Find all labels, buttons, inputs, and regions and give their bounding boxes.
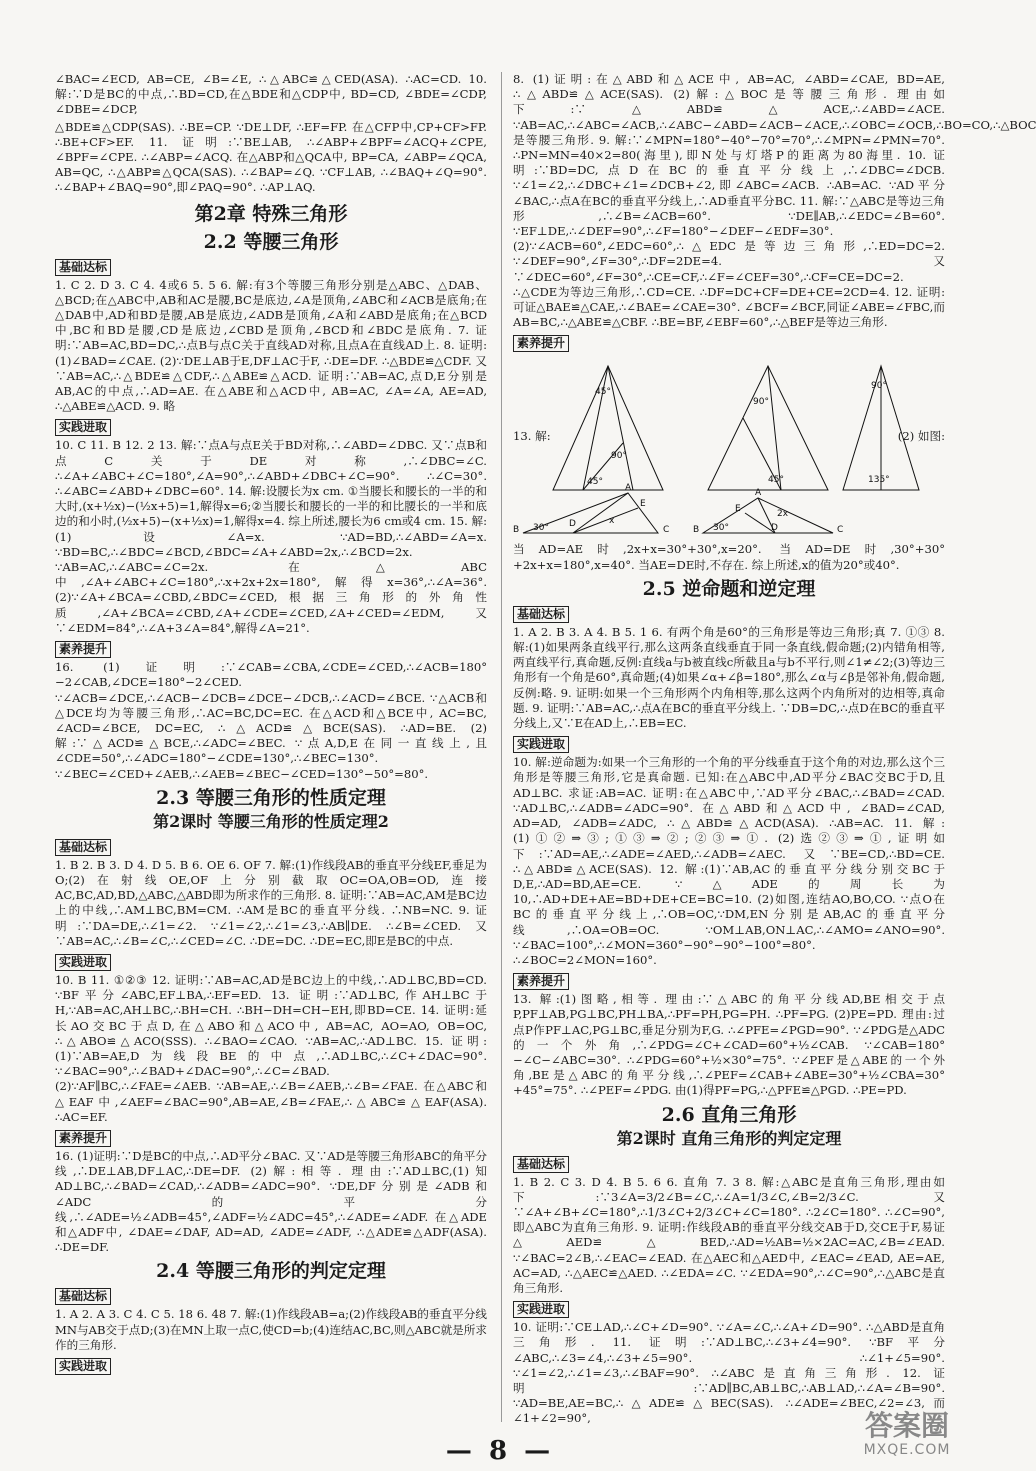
angle-label: 90° bbox=[611, 451, 627, 462]
section-tag: 基础达标 bbox=[55, 1288, 111, 1305]
angle-label: 30° bbox=[533, 523, 549, 534]
triangle-figures bbox=[513, 358, 945, 538]
section-tag: 素养提升 bbox=[55, 641, 111, 658]
section-title: 2.2 等腰三角形 bbox=[203, 230, 339, 253]
section-title: 2.6 直角三角形 bbox=[661, 1103, 797, 1126]
section-tag: 实践进取 bbox=[55, 419, 111, 436]
section-tag: 素养提升 bbox=[55, 1130, 111, 1147]
triangle-shape bbox=[708, 366, 828, 490]
answer-paragraph: 10. 证明:∵CE⊥AD,∴∠C+∠D=90°. ∵∠A=∠C,∴∠A+∠D=90°. ∴△ABD是直角三角形. 11. 证明:∵AD⊥BC,∴∠3+∠4=90°. ∵BF平分∠ABC,∴∠3=∠4,∴∠3+∠5=90°. ∴∠1+∠5=90°. ∵∠1=∠2,∴∠1=∠3,∴∠BAF=90°. ∴∠ABC是直角三角形. 12. 证明:∵AD∥BC,AB⊥BC,∴AB⊥AD,∴∠A=∠B=90°. ∵AD=BE,AE=BC,∴△ADE≌△BEC(SAS). ∴∠ADE=∠BEC,∠2=∠3,而∠1+∠2=90°, bbox=[513, 1320, 945, 1426]
answer-paragraph: 当AD=AE时,2x+x=30°+30°,x=20°. 当AD=DE时,30°+30°+2x+x=180°,x=40°. 当AE=DE时,不存在. 综上所述,x的值为20°或40°. bbox=[513, 542, 945, 572]
point-label: D bbox=[771, 523, 778, 534]
chapter-title: 第2章 特殊三角形 bbox=[194, 202, 348, 225]
section-title: 2.5 逆命题和逆定理 bbox=[642, 577, 816, 600]
answer-paragraph: 10. 解:逆命题为:如果一个三角形的一个角的平分线垂直于这个角的对边,那么这个三角形是等腰三角形,它是真命题. 已知:在△ABC中,AD平分∠BAC交BC于D,且AD⊥BC. 求证:AB=AC. 证明:在△ABC中,∵AD平分∠BAC,∴∠BAD=∠CAD. ∵AD⊥BC,∴∠ADB=∠ADC=90°. 在△ABD和△ACD中, ∠BAD=∠CAD, AD=AD, ∠ADB=∠ADC, ∴△ABD≌△ACD(ASA). ∴AB=AC. 11. 解:(1)①②⇒③;①③⇒②;②③⇒①. (2)选②③⇒①,证明如下:∵AD=AE,∴∠ADE=∠AED,∴∠ADB=∠AEC. 又∵BE=CD,∴BD=CE. ∴△ABD≌△ACE(SAS). 12. 解:(1)∵AB,AC的垂直平分线分别交BC于D,E,∴AD=BD,AE=CE. ∵△ADE的周长为10,∴AD+DE+AE=BD+DE+CE=BC=10. (2)如图,连结AO,BO,CO. ∵点O在BC的垂直平分线上,∴OB=OC,∵DM,EN分别是AB,AC的垂直平分线,∴OA=OB=OC. ∵OM⊥AB,ON⊥AC,∴∠AMO=∠ANO=90°. ∵∠BAC=100°,∴∠MON=360°−90°−90°−100°=80°. ∴∠BOC=2∠MON=160°. bbox=[513, 755, 945, 967]
section-tag: 基础达标 bbox=[513, 1156, 569, 1173]
column-divider bbox=[501, 72, 502, 1422]
question-number: 13. 解: bbox=[513, 429, 551, 444]
answer-paragraph: 10. C 11. B 12. 2 13. 解:∵点A与点E关于BD对称,∴∠ABD=∠DBC. 又∵点B和点C关于DE对称,∴∠DBC=∠C. ∴∠A+∠ABC+∠C=180°,∠A=90°,∴∠ABD+∠DBC+∠C=90°. ∴∠C=30°. ∴∠ABC=∠ABD+∠DBC=60°. 14. 解:设腰长为x cm. ①当腰长和腰长的一半的和大时,(x+½x)−(½x+5)=1,解得x=6;②当腰长和腰长的一半的和比腰长的一半和底边的和小时,(½x+5)−(x+½x)=1,解得x=4. 综上所述,腰长为6 cm或4 cm. 15. 解:(1)设∠A=x. ∵AD=BD,∴∠ABD=∠A=x. ∵BD=BC,∴∠BDC=∠BCD,∠BDC=∠A+∠ABD=2x,∴∠BCD=2x. ∵AB=AC,∴∠ABC=∠C=2x. 在△ABC中,∠A+∠ABC+∠C=180°,∴x+2x+2x=180°,解得x=36°,∴∠A=36°. (2)∵∠A+∠BCA=∠CBD,∠BDC=∠CED,根据三角形的外角性质,∠A+∠BCA=∠CBD,∠A+∠CDE=∠CED,∠A+∠CED=∠EDM,又∵∠EDM=84°,∴∠A+3∠A=84°,解得∠A=21°. bbox=[55, 438, 487, 635]
answer-paragraph: 13. 解:(1)图略,相等. 理由:∵△ABC的角平分线AD,BE相交于点P,PF⊥AB,PG⊥BC,PH⊥BA,∴PF=PH,PG=PH. ∴PF=PG. (2)PE=PD. 理由:过点P作PF⊥AC,PG⊥BC,垂足分别为F,G. ∴∠PFE=∠PGD=90°. ∵∠PDG是△ADC的一个外角,∴∠PDG=∠C+∠CAD=60°+½∠CAB. ∵∠CAB=180°−∠C−∠ABC=30°. ∴∠PDG=60°+½×30°=75°. ∵∠PEF是△ABE的一个外角,BE是△ABC的角平分线,∴∠PEF=∠CAB+∠ABE=30°+½∠CBA=30°+45°=75°. ∴∠PEF=∠PDG. 由(1)得PF=PG,∴△PFE≌△PGD. ∴PE=PD. bbox=[513, 992, 945, 1098]
point-label: E bbox=[640, 499, 646, 510]
section-tag: 实践进取 bbox=[513, 736, 569, 753]
section-tag: 实践进取 bbox=[55, 954, 111, 971]
point-label: B bbox=[693, 525, 700, 536]
section-tag: 基础达标 bbox=[55, 259, 111, 276]
section-tag: 实践进取 bbox=[55, 1358, 111, 1375]
triangle-diagram bbox=[513, 358, 945, 538]
page-number: — 8 — bbox=[445, 1436, 555, 1466]
point-label: E bbox=[735, 504, 741, 515]
angle-label: 45° bbox=[768, 475, 784, 486]
lesson-title: 第2课时 等腰三角形的性质定理2 bbox=[153, 811, 389, 831]
watermark-url: MXQE.COM bbox=[863, 1442, 951, 1458]
triangle-shape bbox=[553, 366, 663, 490]
point-label: B bbox=[513, 525, 520, 536]
section-tag: 素养提升 bbox=[513, 335, 569, 352]
site-watermark bbox=[832, 1410, 982, 1465]
lesson-title: 第2课时 直角三角形的判定定理 bbox=[616, 1128, 842, 1148]
answer-page bbox=[55, 72, 1036, 1432]
answer-paragraph: △BDE≌△CDP(SAS). ∴BE=CP. ∵DE⊥DF, ∴EF=FP. 在△CFP中,CP+CF>FP. ∴BE+CF>EF. 11. 证明:∵BE⊥AB, ∴∠ABP+∠BPF=∠ACQ+∠CPE, ∠BPF=∠CPE. ∴∠ABP=∠ACQ. 在△ABP和△QCA中, BP=CA, ∠ABP=∠QCA, AB=QC, ∴△ABP≌△QCA(SAS). ∴∠BAP=∠Q. ∵CF⊥AB, ∴∠BAQ+∠Q=90°. ∴∠BAP+∠BAQ=90°,即∠PAQ=90°. ∴AP⊥AQ. bbox=[55, 119, 487, 195]
section-title: 2.4 等腰三角形的判定定理 bbox=[156, 1260, 386, 1283]
section-tag: 素养提升 bbox=[513, 973, 569, 990]
page-number-value: 8 bbox=[488, 1436, 512, 1466]
angle-label: 135° bbox=[868, 475, 890, 486]
point-label: C bbox=[837, 525, 844, 536]
angle-label: 30° bbox=[713, 523, 729, 534]
point-label: A bbox=[625, 483, 632, 494]
left-column bbox=[55, 72, 487, 1422]
section-title: 2.3 等腰三角形的性质定理 bbox=[156, 786, 386, 809]
answer-paragraph: 1. C 2. D 3. C 4. 4或6 5. 5 6. 解:有3个等腰三角形分别是△ABC、△DAB、△BCD;在△ABC中,AB和AC是腰,BC是底边,∠A是顶角,∠ABC和∠ACB是底角;在△DAB中,AD和BD是腰,AB是底边,∠ADB是顶角,∠A和∠ABD是底角;在△BCD中,BC和BD是腰,CD是底边,∠CBD是顶角,∠BCD和∠BDC是底角. 7. 证明:∵AB=AC,BD=DC,∴点B与点C关于直线AD对称,且点A在直线AD上. 8. 证明:(1)∠BAD=∠CAE. (2)∵DE⊥AB于E,DF⊥AC于F, ∴DE=DF. ∴△BDE≌△CDF. 又∵AB=AC,∴△BDE≌△CDF,∴△ABE≌△ACD. 证明:∵AB=AC,点D,E分别是AB,AC的中点,∴AD=AE. 在△ABE和△ACD中, AB=AC, ∠A=∠A, AE=AD, ∴△ABE≌△ACD. 9. 略 bbox=[55, 277, 487, 414]
answer-paragraph: 10. B 11. ①②③ 12. 证明:∵AB=AC,AD是BC边上的中线,∴AD⊥BC,BD=CD. ∵BF平分∠ABC,EF⊥BA,∴EF=ED. 13. 证明:∵AD⊥BC,作AH⊥BC于H,∵AB=AC,AH⊥BC,∴BH=CH. ∴BH−DH=CH−EH,即BD=CE. 14. 证明:延长AO交BC于点D,在△ABO和△ACO中, AB=AC, AO=AO, OB=OC, ∴△ABO≌△ACO(SSS). ∴∠BAO=∠CAO. ∵AB=AC,∴AD⊥BC. 15. 证明:(1)∵AB=AE,D为线段BE的中点,∴AD⊥BC,∴∠C+∠DAC=90°. ∵∠BAC=90°,∴∠BAD+∠DAC=90°,∴∠C=∠BAD. (2)∵AF∥BC,∴∠FAE=∠AEB. ∵AB=AE,∴∠B=∠AEB,∴∠B=∠FAE. 在△ABC和△EAF中,∠AEF=∠BAC=90°,AB=AE,∠B=∠FAE,∴△ABC≌△EAF(ASA). ∴AC=EF. bbox=[55, 972, 487, 1124]
answer-paragraph: 16. (1)证明:∵∠CAB=∠CBA,∠CDE=∠CED,∴∠ACB=180°−2∠CAB,∠DCE=180°−2∠CED. ∵∠ACB=∠DCE,∴∠ACB−∠DCB=∠DCE−∠DCB,∴∠ACD=∠BCE. ∵△ACB和△DCE均为等腰三角形,∴AC=BC,DC=EC. 在△ACD和△BCE中, AC=BC, ∠ACD=∠BCE, DC=EC, ∴△ACD≌△BCE(SAS). ∴AD=BE. (2)解:∵△ACD≌△BCE,∴∠ADC=∠BEC. ∵点A,D,E在同一直线上,且∠CDE=50°,∴∠ADC=180°−∠CDE=130°,∴∠BEC=130°. ∵∠BEC=∠CED+∠AEB,∴∠AEB=∠BEC−∠CED=130°−50°=80°. bbox=[55, 660, 487, 781]
point-label: D bbox=[569, 519, 576, 530]
section-tag: 实践进取 bbox=[513, 1301, 569, 1318]
section-tag: 基础达标 bbox=[513, 606, 569, 623]
section-tag: 基础达标 bbox=[55, 839, 111, 856]
answer-paragraph: 16. (1)证明:∵D是BC的中点,∴AD平分∠BAC. 又∵AD是等腰三角形ABC的角平分线,∴DE⊥AB,DF⊥AC,∴DE=DF. (2)解:相等. 理由:∵AD⊥BC,(1)知AD⊥BC,∴∠BAD=∠CAD,∴∠ADB=∠ADC=90°. ∵DE,DF分别是∠ADB和∠ADC的平分线,∴∠ADE=½∠ADB=45°,∠ADF=½∠ADC=45°,∴∠ADE=∠ADF. 在△ADE和△ADF中, ∠DAE=∠DAF, AD=AD, ∠ADE=∠ADF, ∴△ADE≌△ADF(ASA). ∴DE=DF. bbox=[55, 1148, 487, 1255]
answer-paragraph: ∠BAC=∠ECD, AB=CE, ∠B=∠E, ∴△ABC≌△CED(ASA). ∴AC=CD. 10. 解:∵D是BC的中点,∴BD=CD,在△BDE和△CDP中, BD=CD, ∠BDE=∠CDP, ∠DBE=∠DCP, bbox=[55, 72, 487, 117]
point-label: A bbox=[755, 488, 762, 499]
angle-label: x bbox=[609, 516, 615, 527]
answer-paragraph: 8. (1)证明:在△ABD和△ACE中, AB=AC, ∠ABD=∠CAE, BD=AE, ∴△ABD≌△ACE(SAS). (2)解:△BOC是等腰三角形. 理由如下:∵△ABD≌△ACE,∴∠ABD=∠ACE. ∵AB=AC,∴∠ABC=∠ACB,∴∠ABC−∠ABD=∠ACB−∠ACE,∴∠OBC=∠OCB,∴BO=CO,∴△BOC是等腰三角形. 9. 解:∵∠MPN=180°−40°−70°=70°,∴∠MPN=∠PMN=70°. ∴PN=MN=40×2=80(海里),即N处与灯塔P的距离为80海里. 10. 证明:∵BD=DC,点D在BC的垂直平分线上,∴∠DBC=∠DCB. ∵∠1=∠2,∴∠DBC+∠1=∠DCB+∠2,即∠ABC=∠ACB. ∴AB=AC. ∵AD平分∠BAC,∴点A在BC的垂直平分线上,∴AD垂直平分BC. 11. 解:∵△ABC是等边三角形,∴∠B=∠ACB=60°. ∵DE∥AB,∴∠EDC=∠B=60°. ∵EF⊥DE,∴∠DEF=90°,∴∠F=180°−∠DEF−∠EDF=30°. (2)∵∠ACB=60°,∠EDC=60°,∴△EDC是等边三角形,∴ED=DC=2. ∵∠DEF=90°,∠F=30°,∴DF=2DE=4. 又∵∠DEC=60°,∠F=30°,∴CE=CF,∴∠F=∠CEF=30°,∴CF=CE=DC=2. ∴△CDE为等边三角形,∴CD=CE. ∴DF=DC+CF=DE+CE=2CD=4. 12. 证明:可证△BAE≌△CAE,∴∠BAE=∠CAE=30°. ∠BCF=∠BCF,同证∠ABE=∠FBC,而AB=BC,∴△ABE≌△CBF. ∴BE=BF,∠EBF=60°,∴△BEF是等边三角形. bbox=[513, 72, 1036, 330]
figure-note: (2) 如图: bbox=[897, 429, 945, 444]
angle-label: 90° bbox=[753, 397, 769, 408]
angle-label: 90° bbox=[871, 381, 887, 392]
angle-label: 45° bbox=[595, 387, 611, 398]
angle-label: 45° bbox=[587, 477, 603, 488]
angle-label: 2x bbox=[777, 509, 789, 520]
answer-paragraph: 1. A 2. B 3. A 4. B 5. 1 6. 有两个角是60°的三角形是等边三角形;真 7. ①③ 8. 解:(1)如果两条直线平行,那么这两条直线垂直于同一条直线,假命题;(2)内错角相等,两直线平行,真命题,反例:直线a与b被直线c所截且a与b不平行,则∠1≠∠2;(3)等边三角形有一个角是60°,真命题;(4)如果∠α+∠β=180°,那么∠α与∠β是邻补角,假命题,反例:略. 9. 证明:如果一个三角形两个内角相等,那么这两个内角所对的边相等,真命题. 9. 证明:∵AB=AC,∴点A在BC的垂直平分线上. ∵DB=DC,∴点D在BC的垂直平分线上,又∵E在AD上,∴EB=EC. bbox=[513, 624, 945, 731]
answer-paragraph: 1. A 2. A 3. C 4. C 5. 18 6. 48 7. 解:(1)作线段AB=a;(2)作线段AB的垂直平分线MN与AB交于点D;(3)在MN上取一点C,使CD=b;(4)连结AC,BC,则△ABC就是所求作的三角形. bbox=[55, 1307, 487, 1352]
answer-paragraph: 1. B 2. C 3. D 4. B 5. 6 6. 直角 7. 3 8. 解:△ABC是直角三角形,理由如下:∵3∠A=3/2∠B=∠C,∴∠A=1/3∠C,∠B=2/3∠C. 又∵∠A+∠B+∠C=180°,∴1/3∠C+2/3∠C+∠C=180°. ∴2∠C=180°. ∴∠C=90°,即△ABC为直角三角形. 9. 证明:作线段AB的垂直平分线交AB于D,交CE于F,易证△AED≌△BED,∴AD=½AB=½×2AC=AC,∠B=∠EAD. ∵∠BAC=2∠B,∴∠EAC=∠EAD. 在△AEC和△AED中, ∠EAC=∠EAD, AE=AE, AC=AD, ∴△AEC≌△AED. ∴∠EDA=∠C. ∵∠EDA=90°,∴∠C=90°,∴△ABC是直角三角形. bbox=[513, 1174, 945, 1295]
point-label: C bbox=[663, 525, 670, 536]
watermark-logo-text: 答案圈 bbox=[864, 1409, 949, 1442]
answer-paragraph: 1. B 2. B 3. D 4. D 5. B 6. OE 6. OF 7. 解:(1)作线段AB的垂直平分线EF,垂足为O;(2)在射线OE,OF上分别截取OC=OA,OB=OD,连接AC,BC,AD,BD,△ABC,△ABD即为所求作的三角形. 8. 证明:∵AB=AC,AM是BC边上的中线,∴AM⊥BC,BM=CM. ∴AM是BC的垂直平分线. ∴NB=NC. 9. 证明:∵DA=DE,∴∠1=∠2. ∵∠1=∠2,∴∠1=∠3,∴AB∥DE. ∴∠B=∠CED. 又∵AB=AC,∴∠B=∠C,∴∠CED=∠C. ∴DE=DC. ∴DE=EC,即E是BC的中点. bbox=[55, 857, 487, 948]
